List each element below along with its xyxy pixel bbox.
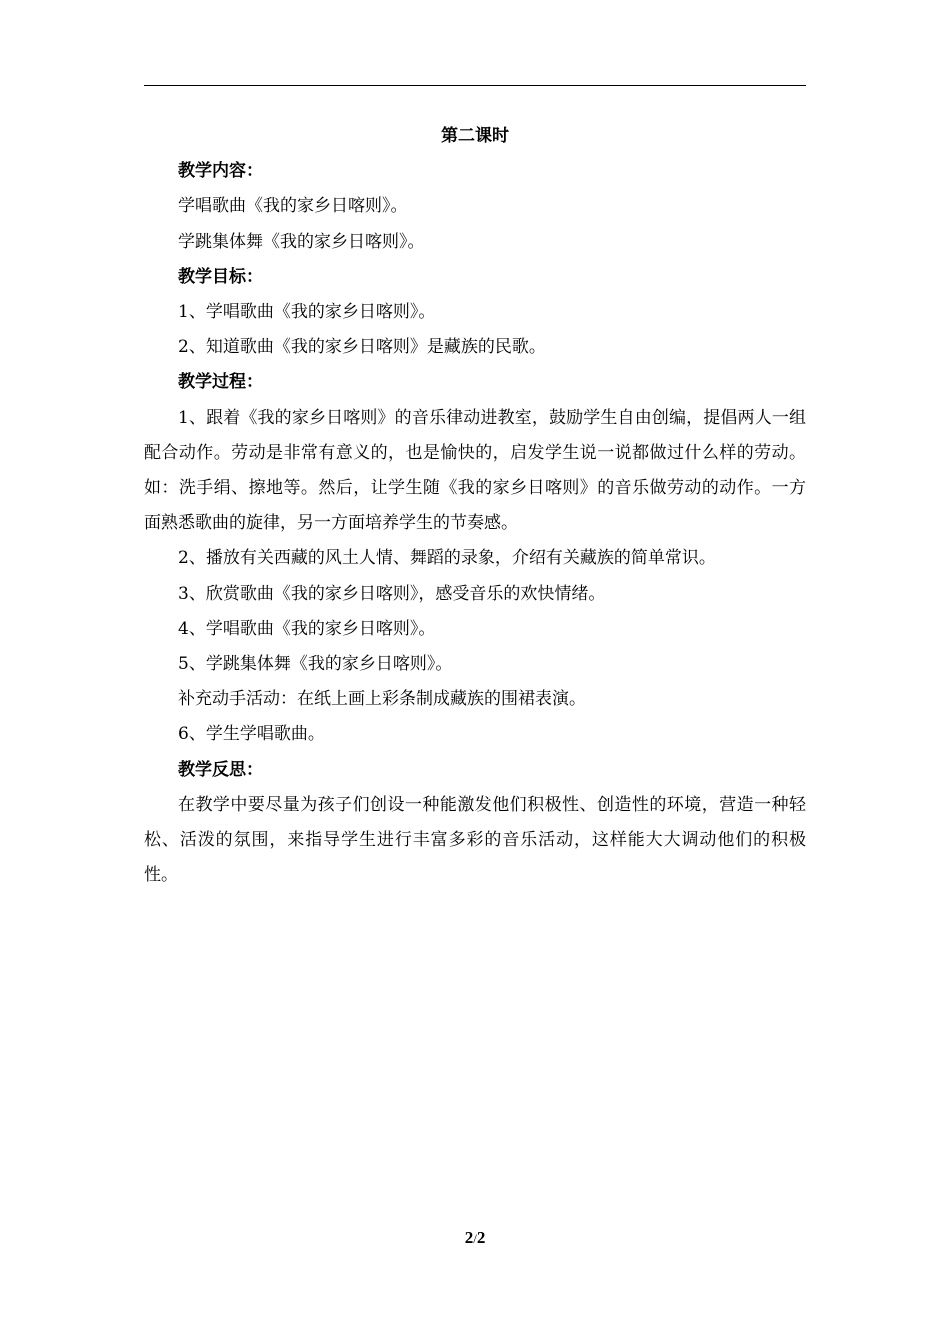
goal-item: 2、知道歌曲《我的家乡日喀则》是藏族的民歌。 bbox=[178, 337, 546, 358]
goal-item: 1、学唱歌曲《我的家乡日喀则》。 bbox=[178, 302, 436, 323]
process-item: 2、播放有关西藏的风土人情、舞蹈的录象，介绍有关藏族的简单常识。 bbox=[178, 548, 716, 569]
content-item: 学唱歌曲《我的家乡日喀则》。 bbox=[178, 196, 408, 217]
reflection-heading: 教学反思： bbox=[178, 759, 263, 780]
content-item: 学跳集体舞《我的家乡日喀则》。 bbox=[178, 231, 425, 252]
header-rule bbox=[144, 85, 806, 86]
process-item: 1、跟着《我的家乡日喀则》的音乐律动进教室，鼓励学生自由创编，提倡两人一组配合动作。劳动是非常有意义的，也是愉快的，启发学生说一说都做过什么样的劳动。如：洗手绢、擦地等。然后，让学生随《我的家乡日喀则》的音乐做劳动的动作。一方面熟悉歌曲的旋律，另一方面培养学生的节奏感。 bbox=[144, 407, 806, 534]
page-separator: / bbox=[473, 1231, 477, 1246]
reflection-paragraph: 在教学中要尽量为孩子们创设一种能激发他们积极性、创造性的环境，营造一种轻松、活泼的氛围，来指导学生进行丰富多彩的音乐活动，这样能大大调动他们的积极性。 bbox=[144, 794, 806, 886]
process-item: 4、学唱歌曲《我的家乡日喀则》。 bbox=[178, 618, 436, 639]
goals-heading: 教学目标： bbox=[178, 266, 263, 287]
process-item: 5、学跳集体舞《我的家乡日喀则》。 bbox=[178, 654, 453, 675]
lesson-title: 第二课时 bbox=[441, 126, 509, 146]
total-pages: 2 bbox=[476, 1228, 486, 1247]
current-page: 2 bbox=[464, 1228, 474, 1247]
document-body bbox=[144, 119, 806, 893]
process-item: 3、欣赏歌曲《我的家乡日喀则》，感受音乐的欢快情绪。 bbox=[178, 583, 606, 604]
process-item: 补充动手活动：在纸上画上彩条制成藏族的围裙表演。 bbox=[178, 689, 586, 710]
process-item: 6、学生学唱歌曲。 bbox=[178, 724, 325, 745]
process-heading: 教学过程： bbox=[178, 372, 263, 393]
page-number bbox=[0, 1226, 950, 1251]
content-heading: 教学内容： bbox=[178, 161, 263, 182]
